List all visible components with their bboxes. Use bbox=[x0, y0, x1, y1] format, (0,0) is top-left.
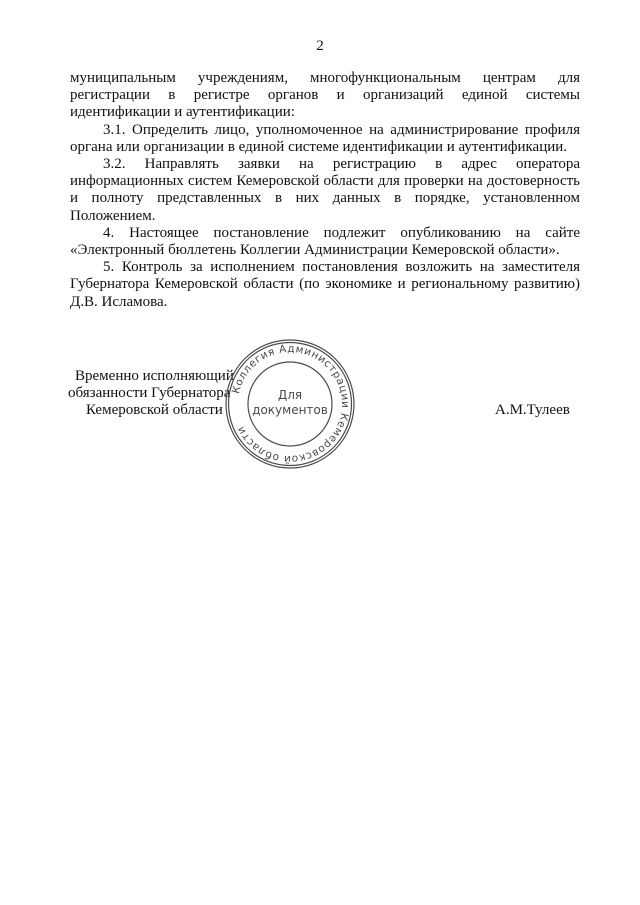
paragraph-5: 5. Контроль за исполнением постановления возложить на заместителя Губернатора Кемеровской области (по экономике и региональному развитию) Д.В. Исламова. bbox=[70, 259, 580, 310]
signatory-title-line-2: обязанности Губернатора bbox=[68, 385, 231, 401]
paragraph-3-1: 3.1. Определить лицо, уполномоченное на администрирование профиля органа или организации в единой системе идентификации и аутентификации. bbox=[70, 121, 580, 155]
paragraph-3-2: 3.2. Направлять заявки на регистрацию в адрес оператора информационных систем Кемеровской области для проверки на достоверность и полноту представленных в них данных в порядке, установленном Положением. bbox=[70, 156, 580, 224]
document-body bbox=[70, 70, 580, 311]
signatory-name: А.М.Тулеев bbox=[495, 402, 570, 418]
paragraph-4: 4. Настоящее постановление подлежит опубликованию на сайте «Электронный бюллетень Коллегии Администрации Кемеровской области». bbox=[70, 224, 580, 259]
official-seal-stamp bbox=[222, 336, 358, 472]
signature-block bbox=[0, 342, 640, 478]
seal-center-line-1: Для bbox=[277, 388, 303, 402]
seal-center-line-2: документов bbox=[252, 403, 328, 417]
svg-text:Коллегия Администрации Кемеров: Коллегия Администрации Кемеровской области bbox=[230, 342, 352, 466]
page-number: 2 bbox=[316, 38, 324, 54]
signatory-title-line-3: Кемеровской области bbox=[86, 402, 223, 418]
paragraph-continuation: муниципальным учреждениям, многофункциональным центрам для регистрации в регистре органов и организаций единой системы идентификации и аутентификации: bbox=[70, 70, 580, 121]
signatory-title-line-1: Временно исполняющий bbox=[75, 368, 234, 384]
